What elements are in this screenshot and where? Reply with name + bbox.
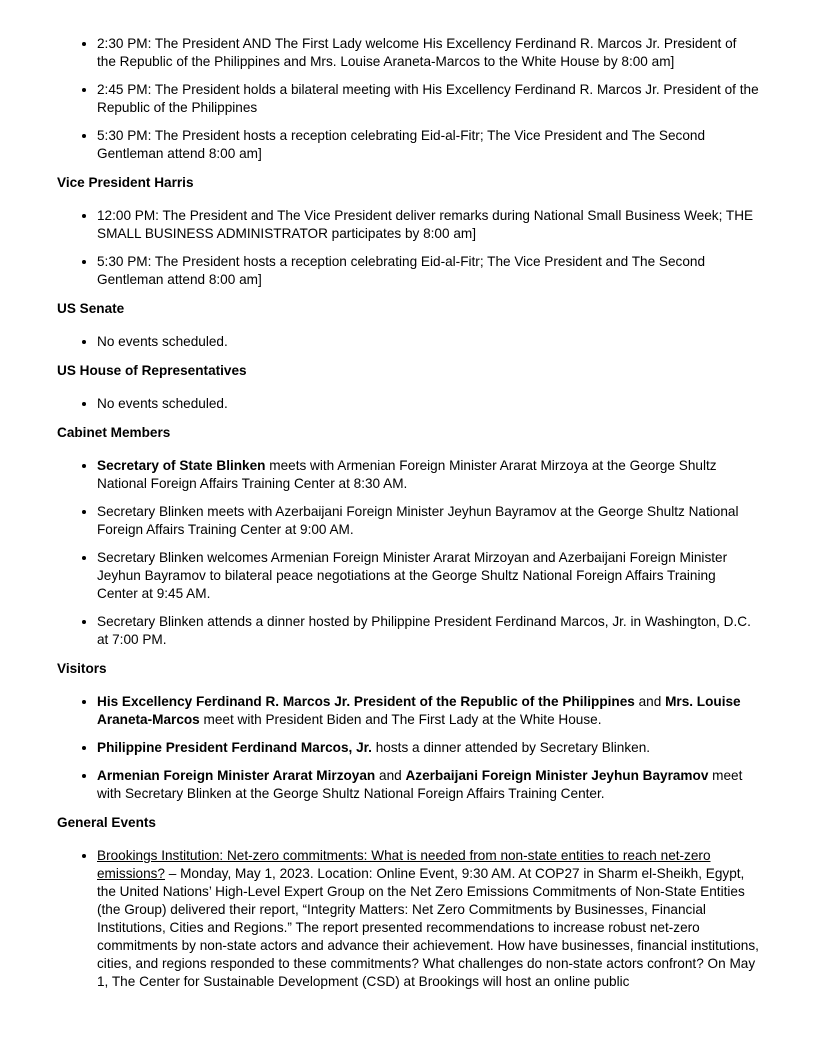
senate-events-list [57, 333, 759, 351]
vice-president-events-list [57, 207, 759, 289]
list-item-text: and [634, 694, 666, 709]
visitor-name: His Excellency Ferdinand R. Marcos Jr. President of the Republic of the Philippines [97, 694, 635, 709]
section-heading-cabinet-members: Cabinet Members [57, 425, 171, 440]
list-item [97, 457, 759, 493]
list-item: • No events scheduled. [97, 333, 759, 351]
list-item [97, 693, 759, 729]
visitor-name: Mrs. Louise Araneta-Marcos [97, 694, 741, 727]
list-item: • Secretary Blinken meets with Azerbaijani Foreign Minister Jeyhun Bayramov at the George Shultz National Foreign Affairs Training Center at 9:00 AM. [97, 503, 759, 539]
list-item-text: meet with Secretary Blinken at the George Shultz National Foreign Affairs Training Center. [97, 768, 743, 801]
list-item: • 5:30 PM: The President hosts a reception celebrating Eid-al-Fitr; The Vice President and The Second Gentleman attend 8:00 am] [97, 127, 759, 163]
house-events-list [57, 395, 759, 413]
list-item [97, 767, 759, 803]
list-item: • 12:00 PM: The President and The Vice President deliver remarks during National Small Business Week; THE SMALL BUSINESS ADMINISTRATOR participates by 8:00 am] [97, 207, 759, 243]
list-item: • 5:30 PM: The President hosts a reception celebrating Eid-al-Fitr; The Vice President and The Second Gentleman attend 8:00 am] [97, 253, 759, 289]
list-item-text: hosts a dinner attended by Secretary Blinken. [371, 740, 651, 755]
list-item-text: and [375, 768, 406, 783]
list-item: • No events scheduled. [97, 395, 759, 413]
list-item [97, 847, 759, 991]
section-heading-general-events: General Events [57, 815, 156, 830]
brookings-event-link[interactable]: Brookings Institution: Net-zero commitments: What is needed from non-state entities to reach net-zero emissions? [97, 848, 711, 881]
section-heading-us-senate: US Senate [57, 301, 125, 316]
visitor-name: Azerbaijani Foreign Minister Jeyhun Bayramov [405, 768, 709, 783]
general-events-list [57, 847, 759, 991]
list-item-text: meet with President Biden and The First Lady at the White House. [199, 712, 602, 727]
visitors-list [57, 693, 759, 803]
list-item: • 2:45 PM: The President holds a bilateral meeting with His Excellency Ferdinand R. Marcos Jr. President of the Republic of the Philippines [97, 81, 759, 117]
visitor-name: Philippine President Ferdinand Marcos, Jr. [97, 740, 372, 755]
list-item-text: meets with Armenian Foreign Minister Ararat Mirzoya at the George Shultz National Foreign Affairs Training Center at 8:30 AM. [97, 458, 717, 491]
cabinet-member-name: Secretary of State Blinken [97, 458, 266, 473]
list-item-text: – Monday, May 1, 2023. Location: Online Event, 9:30 AM. At COP27 in Sharm el-Sheikh, Egypt, the United Nations’ High-Level Expert Group on the Net Zero Emissions Commitments of Non-State Entities (the Group) delivered their report, “Integrity Matters: Net Zero Commitments by Businesses, Financial Institutions, Cities and Regions.” The report presented recommendations to increase robust net-zero commitments by non-state actors and advance their achievement. How have businesses, financial institutions, cities, and regions responded to these commitments? What challenges do non-state actors confront? On May 1, The Center for Sustainable Development (CSD) at Brookings will host an online public [97, 866, 759, 989]
list-item: • Secretary Blinken attends a dinner hosted by Philippine President Ferdinand Marcos, Jr. in Washington, D.C. at 7:00 PM. [97, 613, 759, 649]
cabinet-events-list [57, 457, 759, 649]
president-events-list [57, 35, 759, 163]
list-item: • 2:30 PM: The President AND The First Lady welcome His Excellency Ferdinand R. Marcos Jr. President of the Republic of the Philippines and Mrs. Louise Araneta-Marcos to the White House by 8:00 am] [97, 35, 759, 71]
list-item: • Secretary Blinken welcomes Armenian Foreign Minister Ararat Mirzoyan and Azerbaijani Foreign Minister Jeyhun Bayramov to bilateral peace negotiations at the George Shultz National Foreign Affairs Training Center at 9:45 AM. [97, 549, 759, 603]
section-heading-visitors: Visitors [57, 661, 107, 676]
list-item [97, 739, 759, 757]
visitor-name: Armenian Foreign Minister Ararat Mirzoyan [97, 768, 376, 783]
section-heading-vice-president: Vice President Harris [57, 175, 194, 190]
section-heading-us-house: US House of Representatives [57, 363, 247, 378]
